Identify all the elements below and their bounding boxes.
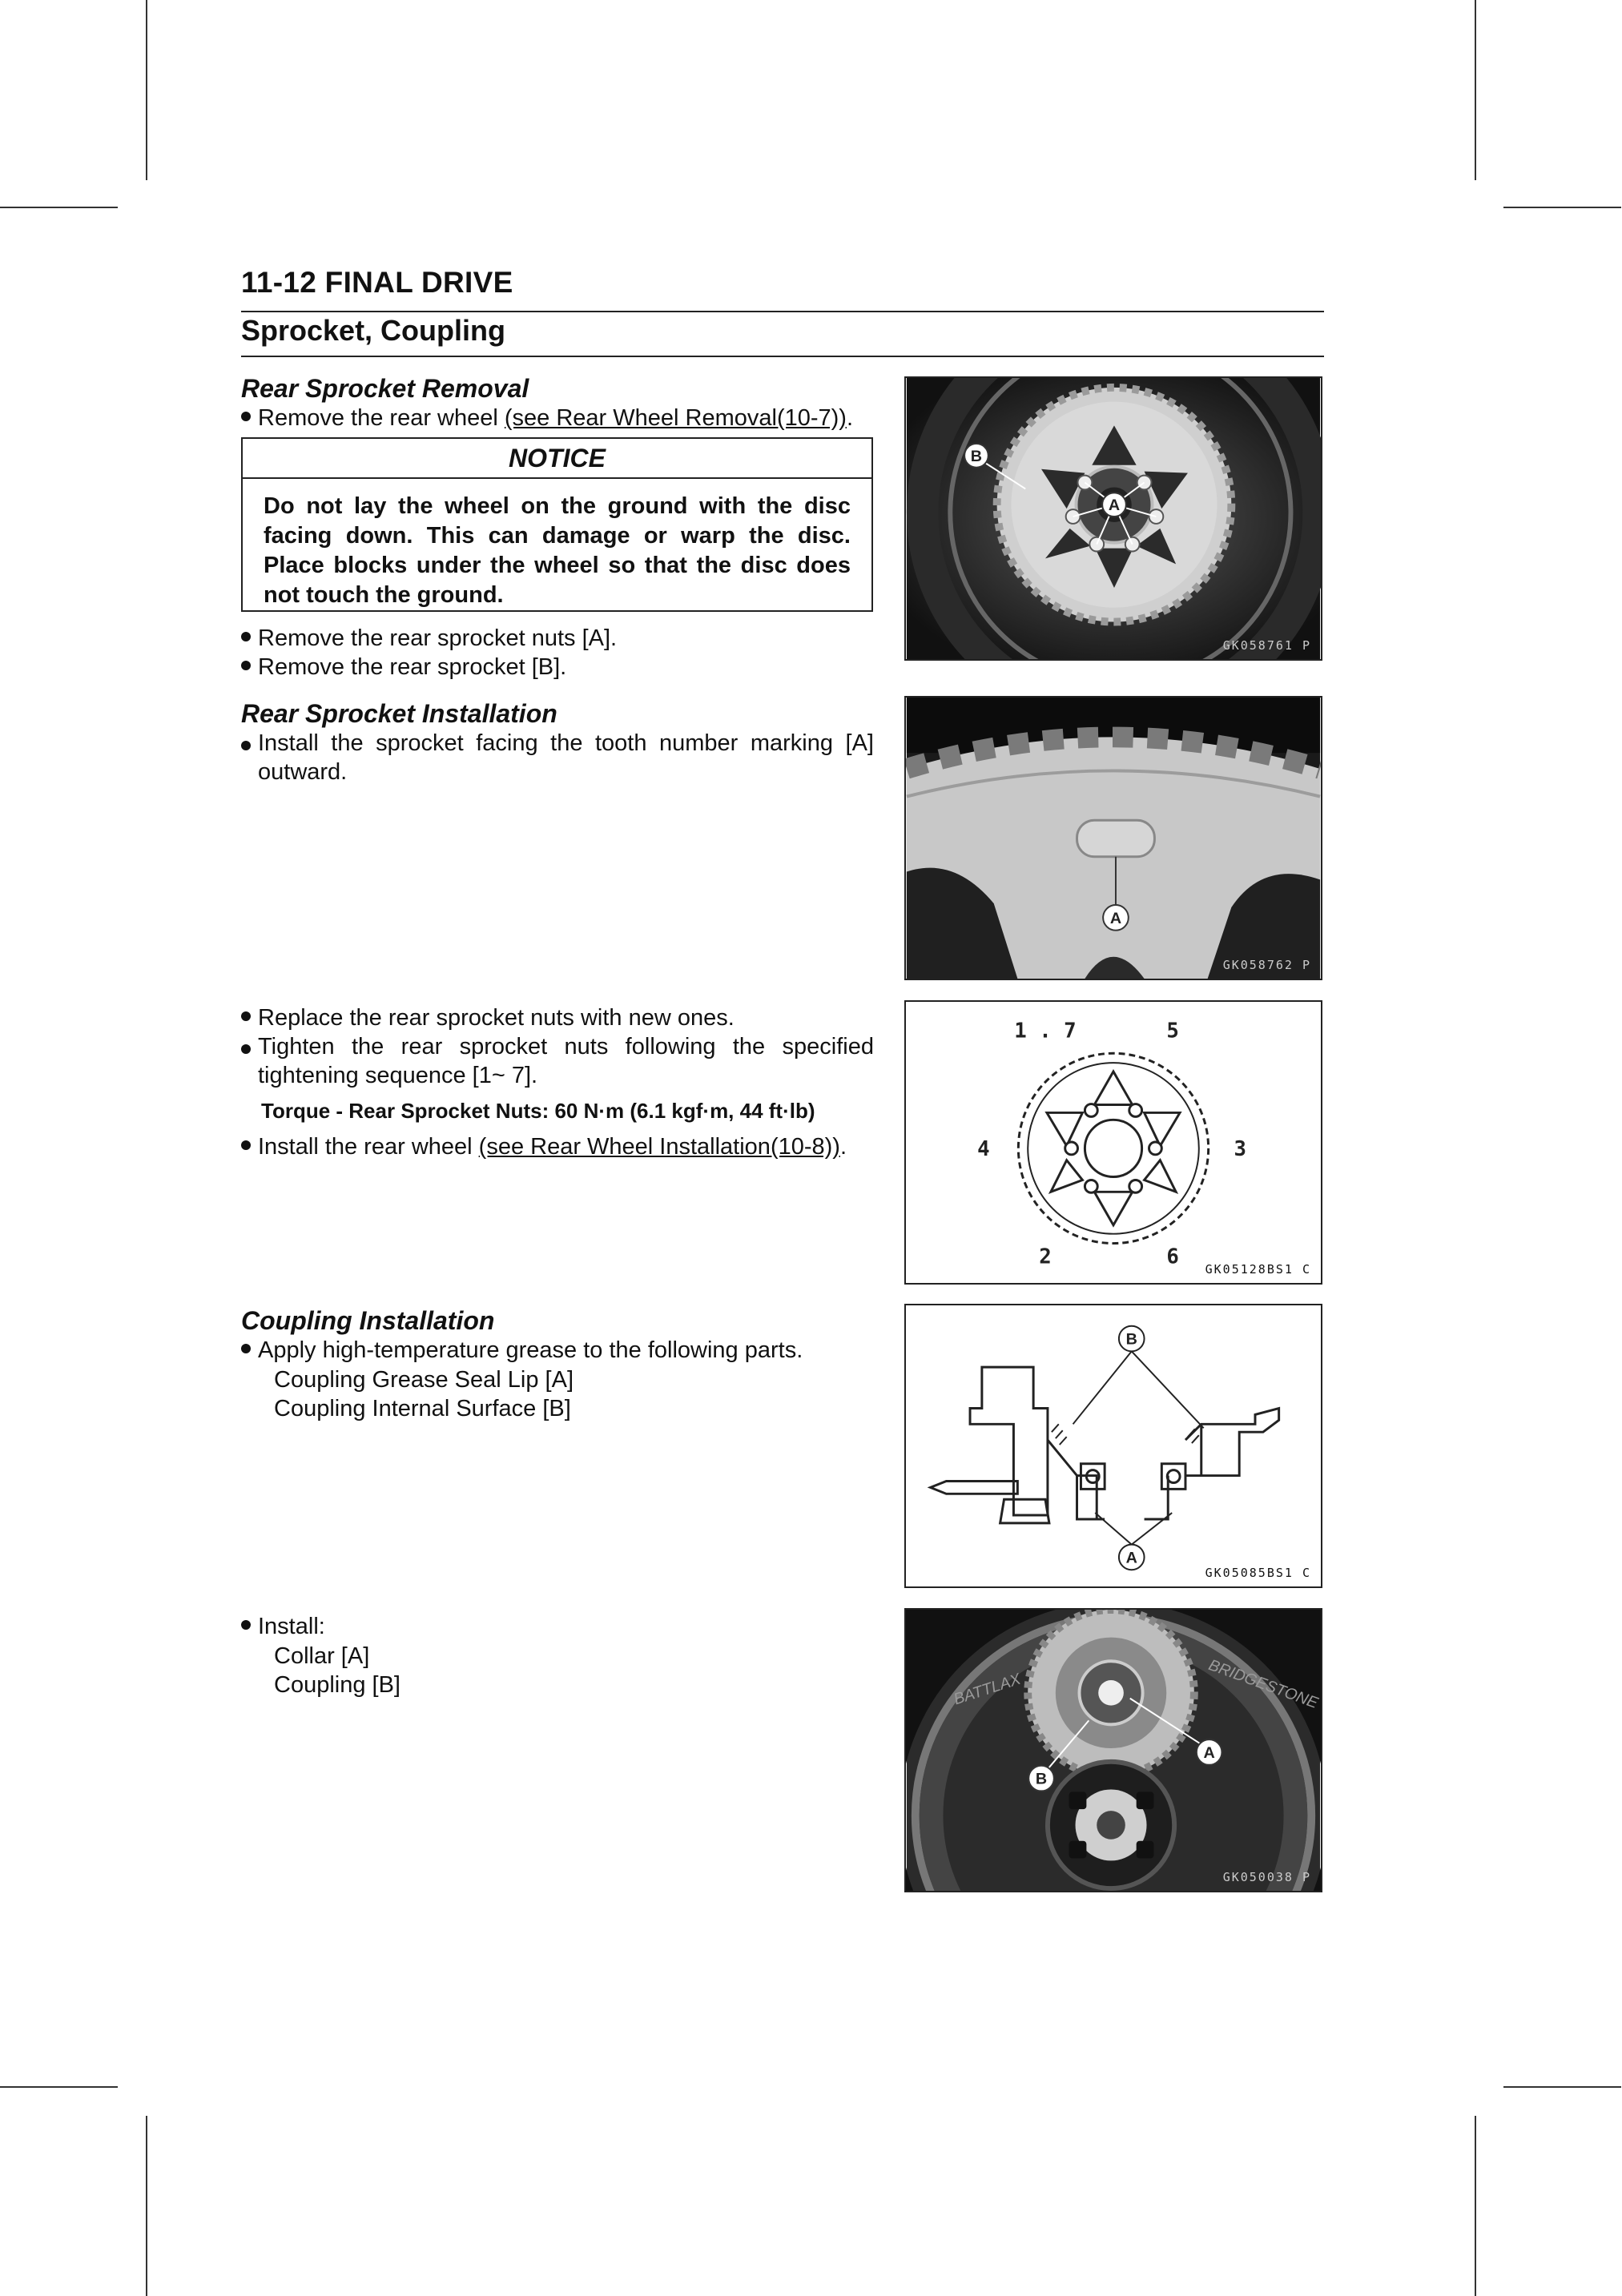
install-item-a: Collar [A] (274, 1643, 370, 1669)
installation-heading: Rear Sprocket Installation (241, 699, 557, 728)
bullet-icon (241, 1140, 251, 1150)
sequence-label-6: 6 (1166, 1245, 1179, 1269)
callout-a (1119, 1545, 1145, 1570)
svg-text:BATTLAX: BATTLAX (951, 1670, 1023, 1709)
crop-mark (0, 2086, 118, 2088)
installation-step-2: Replace the rear sprocket nuts with new ones. (241, 1003, 874, 1032)
notice-body: Do not lay the wheel on the ground with the disc facing down. This can damage or warp the disc. Place blocks under the wheel so that the disc does not touch the ground. (264, 493, 851, 608)
header-rule (241, 356, 1324, 357)
figure-code: GK05128BS1 C (1205, 1262, 1311, 1277)
sequence-label-1-7: 1 . 7 (1014, 1019, 1077, 1043)
torque-spec: Torque - Rear Sprocket Nuts: 60 N·m (6.1 kgf·m, 44 ft·lb) (261, 1099, 815, 1123)
crop-mark (0, 207, 118, 208)
callout-b (1119, 1326, 1145, 1352)
crop-mark (1503, 2086, 1621, 2088)
callout-b (1028, 1766, 1054, 1791)
tooth-marking-illustration (906, 698, 1321, 979)
crop-mark (146, 0, 147, 180)
svg-text:A: A (1109, 909, 1122, 927)
figure-coupling-install-photo (904, 1608, 1322, 1892)
coupling-step-1: Apply high-temperature grease to the following parts. (241, 1336, 874, 1365)
figure-coupling-section (904, 1304, 1322, 1588)
figure-tooth-marking-photo (904, 696, 1322, 980)
installation-step-3: Tighten the rear sprocket nuts following the specified tightening sequence [1~ 7]. (241, 1032, 874, 1090)
rear-wheel-removal-link[interactable]: (see Rear Wheel Removal(10-7)) (504, 405, 847, 431)
coupling-heading: Coupling Installation (241, 1306, 495, 1335)
figure-code: GK05085BS1 C (1205, 1566, 1311, 1580)
callout-a (1102, 493, 1126, 517)
figure-code: GK058761 P (1222, 638, 1311, 653)
callout-b (964, 444, 988, 468)
sequence-label-2: 2 (1039, 1245, 1052, 1269)
svg-text:B: B (1125, 1330, 1137, 1349)
page-title: 11-12 FINAL DRIVE (241, 266, 513, 299)
sprocket-photo-illustration (906, 378, 1321, 659)
figure-tightening-sequence (904, 1000, 1322, 1285)
crop-mark (146, 2116, 147, 2296)
bullet-icon (241, 741, 251, 750)
figure-code: GK058762 P (1222, 958, 1311, 972)
removal-step-1: Remove the rear wheel (see Rear Wheel Removal(10-7)). (241, 404, 874, 432)
crop-mark (1475, 2116, 1476, 2296)
svg-text:A: A (1108, 497, 1121, 515)
bullet-icon (241, 1011, 251, 1021)
svg-text:B: B (970, 447, 983, 465)
coupling-photo-illustration (906, 1610, 1321, 1891)
removal-step-2: Remove the rear sprocket nuts [A]. (241, 624, 874, 653)
svg-text:A: A (1125, 1549, 1137, 1567)
section-title: Sprocket, Coupling (241, 314, 506, 347)
figure-sprocket-removal-photo (904, 376, 1322, 661)
installation-step-1: Install the sprocket facing the tooth number marking [A] outward. (241, 729, 874, 786)
svg-text:A: A (1203, 1743, 1215, 1762)
svg-text:B: B (1035, 1770, 1048, 1788)
coupling-part-a: Coupling Grease Seal Lip [A] (274, 1367, 574, 1393)
svg-text:BRIDGESTONE: BRIDGESTONE (1205, 1656, 1321, 1712)
bullet-icon (241, 1044, 251, 1054)
coupling-part-b: Coupling Internal Surface [B] (274, 1396, 571, 1421)
coupling-step-2: Install: (241, 1612, 874, 1641)
sequence-label-4: 4 (977, 1136, 990, 1161)
callout-a (1197, 1739, 1222, 1765)
notice-title: NOTICE (243, 439, 871, 479)
bullet-icon (241, 1344, 251, 1353)
bullet-icon (241, 632, 251, 641)
rear-wheel-installation-link[interactable]: (see Rear Wheel Installation(10-8)) (478, 1134, 840, 1160)
removal-heading: Rear Sprocket Removal (241, 374, 529, 403)
installation-step-4: Install the rear wheel (see Rear Wheel Installation(10-8)). (241, 1132, 874, 1161)
removal-step-3: Remove the rear sprocket [B]. (241, 653, 874, 682)
crop-mark (1475, 0, 1476, 180)
coupling-section-diagram (906, 1305, 1321, 1586)
notice-box (241, 437, 873, 612)
crop-mark (1503, 207, 1621, 208)
bullet-icon (241, 1620, 251, 1630)
sequence-label-3: 3 (1234, 1136, 1246, 1161)
install-item-b: Coupling [B] (274, 1672, 400, 1698)
figure-code: GK050038 P (1222, 1870, 1311, 1884)
bullet-icon (241, 661, 251, 670)
sequence-label-5: 5 (1166, 1019, 1179, 1043)
sprocket-sequence-diagram (906, 1002, 1321, 1283)
header-rule (241, 311, 1324, 312)
bullet-icon (241, 412, 251, 421)
callout-a (1103, 905, 1129, 931)
